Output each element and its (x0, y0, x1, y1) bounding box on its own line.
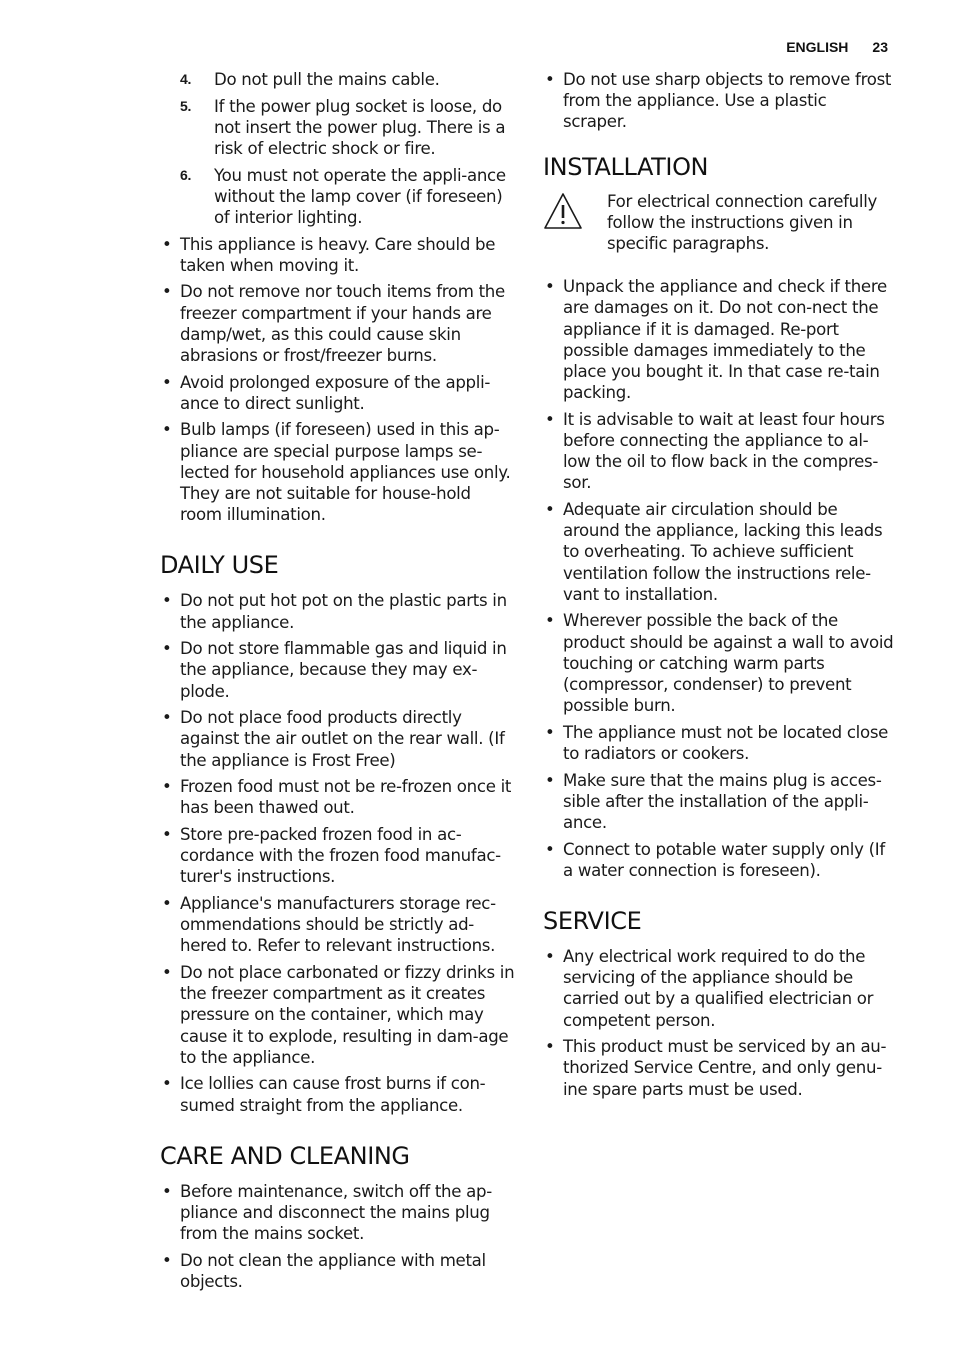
list-item: • Appliance's manufacturers storage rec-ommendations should be strictly ad-hered to. Refer to relevant instructions. (160, 893, 515, 957)
item-number: 4. (180, 71, 192, 87)
service-heading: SERVICE (543, 907, 642, 936)
frost-bullet-list (543, 69, 895, 133)
header-language: ENGLISH (786, 39, 849, 55)
left-column (160, 69, 515, 1298)
list-item: • Unpack the appliance and check if there are damages on it. Do not con-nect the appliance if it is damaged. Re-port possible damages immediately to the place you bought it. In that case re-tain packing. (543, 276, 895, 403)
list-item: • Ice lollies can cause frost burns if con-sumed straight from the appliance. (160, 1073, 515, 1115)
list-item: • Do not put hot pot on the plastic parts in the appliance. (160, 590, 515, 632)
numbered-item (180, 165, 515, 229)
list-item: • Before maintenance, switch off the ap-pliance and disconnect the mains plug from the mains socket. (160, 1181, 515, 1245)
right-column (543, 69, 895, 1105)
list-item: • The appliance must not be located close to radiators or cookers. (543, 722, 895, 764)
numbered-item (180, 69, 515, 90)
list-item: • Do not store flammable gas and liquid in the appliance, because they may ex-plode. (160, 638, 515, 702)
list-item: • Do not remove nor touch items from the freezer compartment if your hands are damp/wet, as this could cause skin abrasions or frost/freezer burns. (160, 281, 515, 366)
list-item: • Bulb lamps (if foreseen) used in this ap-pliance are special purpose lamps se-lected for household appliances use only. They are not suitable for house-hold room illumination. (160, 419, 515, 525)
daily-use-heading: DAILY USE (160, 551, 279, 580)
list-item: • Store pre-packed frozen food in ac-cordance with the frozen food manufac-turer's instructions. (160, 824, 515, 888)
list-item: • Adequate air circulation should be around the appliance, lacking this leads to overheating. To achieve sufficient ventilation follow the instructions rele-vant to installation. (543, 499, 895, 605)
list-item: • It is advisable to wait at least four hours before connecting the appliance to al-low the oil to flow back in the compres-sor. (543, 409, 895, 494)
numbered-item (180, 96, 515, 160)
installation-heading: INSTALLATION (543, 152, 709, 181)
service-list (543, 946, 895, 1100)
warning-note (543, 191, 895, 255)
item-text: If the power plug socket is loose, do not insert the power plug. There is a risk of electric shock or fire. (214, 96, 506, 158)
list-item: • Do not clean the appliance with metal objects. (160, 1250, 515, 1292)
care-cleaning-heading: CARE AND CLEANING (160, 1141, 410, 1170)
item-number: 5. (180, 97, 192, 114)
list-item: • Frozen food must not be re-frozen once it has been thawed out. (160, 776, 515, 818)
list-item: • Any electrical work required to do the servicing of the appliance should be carried out by a qualified electrician or competent person. (543, 946, 895, 1031)
item-number: 6. (180, 166, 192, 183)
warning-text: For electrical connection carefully follow the instructions given in specific paragraphs. (607, 191, 878, 254)
numbered-list (160, 69, 515, 228)
item-text: Do not pull the mains cable. (214, 70, 440, 89)
page-number: 23 (872, 39, 888, 55)
page-header (786, 39, 888, 55)
list-item: • Avoid prolonged exposure of the appli-ance to direct sunlight. (160, 372, 515, 414)
warning-triangle-icon (543, 191, 583, 231)
list-item: • Do not place carbonated or fizzy drinks in the freezer compartment as it creates pressure on the container, which may cause it to explode, resulting in dam-age to the appliance. (160, 962, 515, 1068)
list-item: • Wherever possible the back of the product should be against a wall to avoid touching or catching warm parts (compressor, condenser) to prevent possible burn. (543, 610, 895, 716)
list-item: • Do not place food products directly against the air outlet on the rear wall. (If the appliance is Frost Free) (160, 707, 515, 771)
safety-bullet-list (160, 234, 515, 526)
installation-list (543, 276, 895, 881)
care-cleaning-list (160, 1181, 515, 1292)
list-item: • This appliance is heavy. Care should be taken when moving it. (160, 234, 515, 276)
list-item: • Make sure that the mains plug is acces-sible after the installation of the appli-ance. (543, 770, 895, 834)
list-item: • Do not use sharp objects to remove frost from the appliance. Use a plastic scraper. (543, 69, 895, 133)
daily-use-list (160, 590, 515, 1115)
item-text: You must not operate the appli-ance without the lamp cover (if foreseen) of interior lighting. (214, 165, 506, 227)
list-item: • Connect to potable water supply only (If a water connection is foreseen). (543, 839, 895, 881)
list-item: • This product must be serviced by an au-thorized Service Centre, and only genu-ine spare parts must be used. (543, 1036, 895, 1100)
